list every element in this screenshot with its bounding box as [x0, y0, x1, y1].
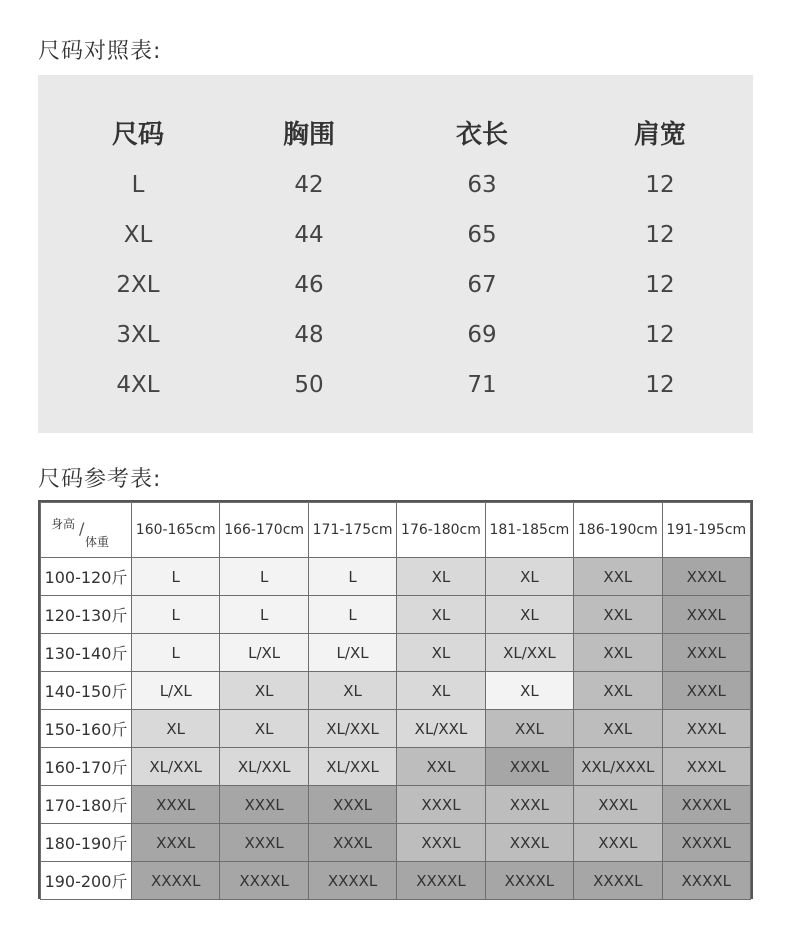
recommended-size-cell: XXL [574, 558, 662, 596]
corner-height-label: 身高 [51, 517, 76, 531]
recommended-size-cell: XL/XXL [308, 748, 396, 786]
size-chart-cell-size: 2XL [116, 272, 160, 298]
size-chart-cell-size: 4XL [116, 372, 160, 398]
recommended-size-cell: XL [132, 710, 220, 748]
recommended-size-cell: XL/XXL [220, 748, 308, 786]
reference-row [41, 748, 751, 786]
recommended-size-cell: XXXL [308, 786, 396, 824]
recommended-size-cell: XXXL [308, 824, 396, 862]
weight-row-label: 140-150斤 [41, 672, 132, 710]
recommended-size-cell: XXL [574, 596, 662, 634]
header-shoulder: 肩宽 [633, 120, 686, 150]
recommended-size-cell: XL/XXL [397, 710, 485, 748]
size-chart-header-row [38, 115, 753, 155]
recommended-size-cell: XL [397, 596, 485, 634]
recommended-size-cell: XXXL [220, 824, 308, 862]
recommended-size-cell: XXXXL [397, 862, 485, 900]
reference-row [41, 672, 751, 710]
recommended-size-cell: XXXL [662, 748, 750, 786]
recommended-size-cell: XXXXL [574, 862, 662, 900]
recommended-size-cell: XXXL [485, 824, 573, 862]
recommended-size-cell: L [308, 558, 396, 596]
reference-row [41, 862, 751, 900]
recommended-size-cell: XXL/XXXL [574, 748, 662, 786]
recommended-size-cell: XXXL [662, 596, 750, 634]
weight-row-label: 130-140斤 [41, 634, 132, 672]
height-column-header: 186-190cm [574, 503, 662, 558]
recommended-size-cell: XXL [574, 710, 662, 748]
corner-weight-label: 体重 [85, 535, 110, 549]
recommended-size-cell: XXL [574, 634, 662, 672]
reference-row [41, 596, 751, 634]
weight-row-label: 120-130斤 [41, 596, 132, 634]
size-chart-row [38, 365, 753, 405]
reference-chart-title: 尺码参考表: [38, 467, 162, 492]
size-chart-row [38, 165, 753, 205]
recommended-size-cell: XXXL [397, 824, 485, 862]
size-chart-row [38, 215, 753, 255]
recommended-size-cell: XXL [485, 710, 573, 748]
recommended-size-cell: XL/XXL [485, 634, 573, 672]
recommended-size-cell: XL [485, 558, 573, 596]
weight-row-label: 170-180斤 [41, 786, 132, 824]
recommended-size-cell: XXXXL [132, 862, 220, 900]
size-chart-cell-length: 65 [467, 222, 497, 248]
size-chart-row [38, 315, 753, 355]
reference-row [41, 786, 751, 824]
recommended-size-cell: XXXL [397, 786, 485, 824]
recommended-size-cell: XXXXL [662, 824, 750, 862]
recommended-size-cell: XXXXL [485, 862, 573, 900]
recommended-size-cell: XL/XXL [308, 710, 396, 748]
recommended-size-cell: XXXXL [220, 862, 308, 900]
recommended-size-cell: XL [485, 672, 573, 710]
size-chart-cell-shoulder: 12 [645, 222, 675, 248]
recommended-size-cell: L [132, 634, 220, 672]
size-chart-title: 尺码对照表: [38, 39, 162, 64]
recommended-size-cell: XL [220, 710, 308, 748]
weight-row-label: 180-190斤 [41, 824, 132, 862]
corner-cell [41, 503, 132, 558]
size-chart-cell-chest: 50 [294, 372, 324, 398]
size-chart-cell-length: 67 [467, 272, 497, 298]
recommended-size-cell: L/XL [132, 672, 220, 710]
recommended-size-cell: L [132, 558, 220, 596]
weight-row-label: 190-200斤 [41, 862, 132, 900]
header-length: 衣长 [455, 120, 508, 150]
weight-row-label: 160-170斤 [41, 748, 132, 786]
recommended-size-cell: XXXL [574, 786, 662, 824]
height-column-header: 176-180cm [397, 503, 485, 558]
size-reference-table [38, 500, 753, 899]
reference-row [41, 710, 751, 748]
recommended-size-cell: XXXXL [662, 862, 750, 900]
size-chart-cell-size: L [131, 172, 145, 198]
recommended-size-cell: XL [308, 672, 396, 710]
corner-slash: / [79, 519, 85, 538]
recommended-size-cell: XL [397, 672, 485, 710]
reference-header-row [41, 503, 751, 558]
recommended-size-cell: L [132, 596, 220, 634]
recommended-size-cell: XXXL [220, 786, 308, 824]
recommended-size-cell: L [220, 558, 308, 596]
recommended-size-cell: XL [220, 672, 308, 710]
recommended-size-cell: XXXL [485, 748, 573, 786]
size-chart-cell-size: 3XL [116, 322, 160, 348]
height-column-header: 160-165cm [132, 503, 220, 558]
reference-row [41, 558, 751, 596]
height-column-header: 171-175cm [308, 503, 396, 558]
size-chart-cell-chest: 44 [294, 222, 324, 248]
recommended-size-cell: XXXL [485, 786, 573, 824]
recommended-size-cell: XL [485, 596, 573, 634]
size-chart-cell-shoulder: 12 [645, 272, 675, 298]
recommended-size-cell: L/XL [308, 634, 396, 672]
size-chart-cell-chest: 46 [294, 272, 324, 298]
height-column-header: 166-170cm [220, 503, 308, 558]
size-chart-cell-chest: 48 [294, 322, 324, 348]
recommended-size-cell: XXL [574, 672, 662, 710]
recommended-size-cell: XXXL [132, 824, 220, 862]
recommended-size-cell: XXXL [662, 558, 750, 596]
size-chart-cell-size: XL [123, 222, 153, 248]
recommended-size-cell: L [220, 596, 308, 634]
size-chart-cell-length: 63 [467, 172, 497, 198]
recommended-size-cell: XXXL [662, 634, 750, 672]
header-size: 尺码 [111, 120, 164, 150]
recommended-size-cell: XXXL [574, 824, 662, 862]
recommended-size-cell: XL [397, 634, 485, 672]
recommended-size-cell: XL/XXL [132, 748, 220, 786]
size-chart-cell-shoulder: 12 [645, 322, 675, 348]
recommended-size-cell: XXXXL [308, 862, 396, 900]
recommended-size-cell: L [308, 596, 396, 634]
size-chart-cell-length: 69 [467, 322, 497, 348]
recommended-size-cell: L/XL [220, 634, 308, 672]
recommended-size-cell: XXXL [132, 786, 220, 824]
height-column-header: 181-185cm [485, 503, 573, 558]
size-chart-cell-chest: 42 [294, 172, 324, 198]
size-chart-panel [38, 75, 753, 433]
recommended-size-cell: XXL [397, 748, 485, 786]
reference-row [41, 824, 751, 862]
size-chart-cell-shoulder: 12 [645, 172, 675, 198]
recommended-size-cell: XL [397, 558, 485, 596]
recommended-size-cell: XXXL [662, 672, 750, 710]
size-chart-cell-shoulder: 12 [645, 372, 675, 398]
reference-row [41, 634, 751, 672]
size-chart-cell-length: 71 [467, 372, 497, 398]
weight-row-label: 100-120斤 [41, 558, 132, 596]
recommended-size-cell: XXXL [662, 710, 750, 748]
recommended-size-cell: XXXXL [662, 786, 750, 824]
weight-row-label: 150-160斤 [41, 710, 132, 748]
header-chest: 胸围 [282, 120, 335, 150]
height-column-header: 191-195cm [662, 503, 750, 558]
size-chart-row [38, 265, 753, 305]
